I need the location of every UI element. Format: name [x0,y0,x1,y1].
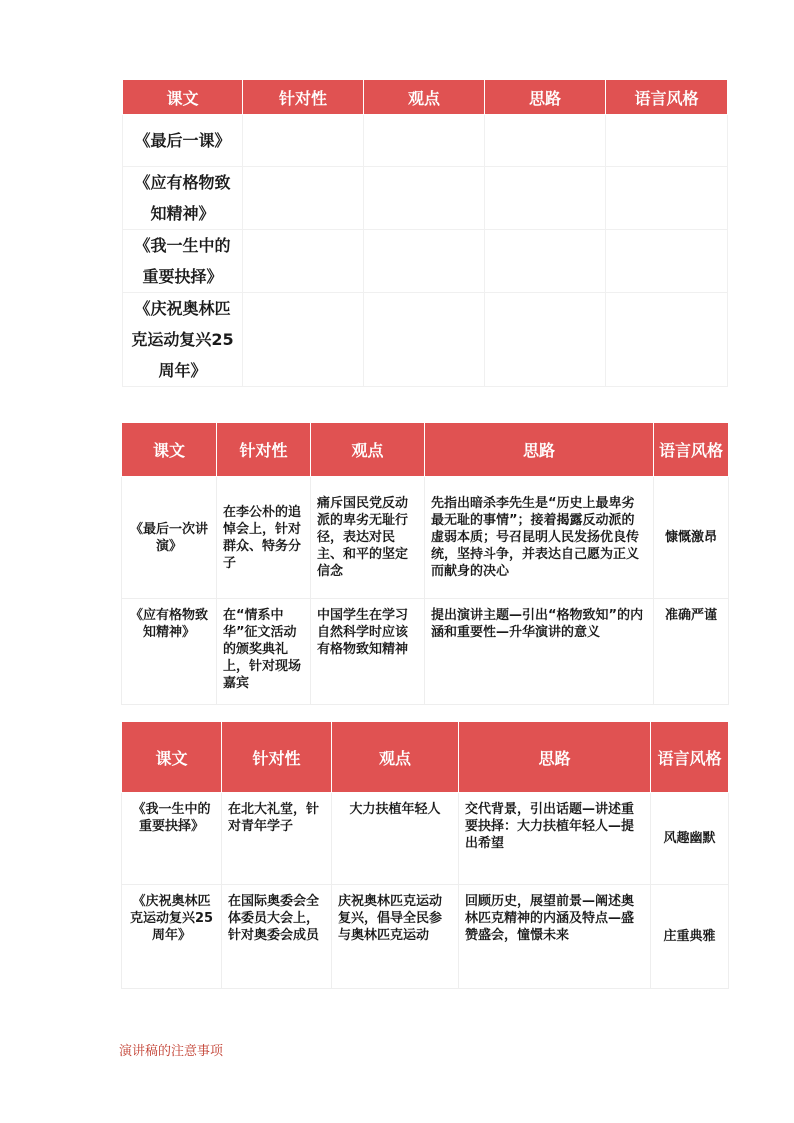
viewpoint-cell: 大力扶植年轻人 [332,793,459,885]
table-header-row [123,80,728,115]
empty-cell[interactable] [485,115,606,167]
empty-cell[interactable] [364,115,485,167]
header-viewpoint: 观点 [311,423,425,477]
viewpoint-cell: 中国学生在学习自然科学时应该有格物致知精神 [311,599,425,705]
answer-table-2 [121,721,729,989]
empty-cell[interactable] [606,230,728,293]
header-style: 语言风格 [654,423,729,477]
lesson-title: 《庆祝奥林匹克运动复兴25周年》 [123,293,243,387]
table-row [122,793,729,885]
structure-cell: 提出演讲主题—引出“格物致知”的内涵和重要性—升华演讲的意义 [425,599,654,705]
lesson-title: 《最后一次讲演》 [122,477,217,599]
relevance-cell: 在国际奥委会全体委员大会上，针对奥委会成员 [222,885,332,989]
table-row [123,230,728,293]
empty-cell[interactable] [243,115,364,167]
header-relevance: 针对性 [217,423,311,477]
empty-cell[interactable] [606,115,728,167]
relevance-cell: 在“情系中华”征文活动的颁奖典礼上，针对现场嘉宾 [217,599,311,705]
viewpoint-cell: 庆祝奥林匹克运动复兴，倡导全民参与奥林匹克运动 [332,885,459,989]
header-structure: 思路 [425,423,654,477]
empty-cell[interactable] [364,230,485,293]
header-viewpoint: 观点 [332,722,459,793]
empty-cell[interactable] [243,230,364,293]
style-cell: 慷慨激昂 [654,477,729,599]
structure-cell: 交代背景，引出话题—讲述重要抉择：大力扶植年轻人—提出希望 [459,793,651,885]
header-text: 课文 [122,423,217,477]
empty-cell[interactable] [485,167,606,230]
empty-cell[interactable] [243,293,364,387]
header-style: 语言风格 [651,722,729,793]
header-relevance: 针对性 [243,80,364,115]
table-row [122,885,729,989]
style-cell: 庄重典雅 [651,885,729,989]
header-viewpoint: 观点 [364,80,485,115]
header-text: 课文 [123,80,243,115]
empty-cell[interactable] [606,167,728,230]
viewpoint-cell: 痛斥国民党反动派的卑劣无耻行径，表达对民主、和平的坚定信念 [311,477,425,599]
section-note: 演讲稿的注意事项 [119,1044,224,1059]
table-row [123,115,728,167]
table-row [123,167,728,230]
empty-cell[interactable] [364,167,485,230]
structure-cell: 回顾历史，展望前景—阐述奥林匹克精神的内涵及特点—盛赞盛会，憧憬未来 [459,885,651,989]
lesson-title: 《应有格物致知精神》 [122,599,217,705]
structure-cell: 先指出暗杀李先生是“历史上最卑劣最无耻的事情”；接着揭露反动派的虚弱本质；号召昆明人民发扬优良传统，坚持斗争，并表达自己愿为正义而献身的决心 [425,477,654,599]
table-row [122,599,729,705]
header-style: 语言风格 [606,80,728,115]
header-structure: 思路 [485,80,606,115]
relevance-cell: 在北大礼堂，针对青年学子 [222,793,332,885]
empty-cell[interactable] [485,293,606,387]
style-cell: 风趣幽默 [651,793,729,885]
answer-table-1 [121,422,729,705]
lesson-title: 《我一生中的重要抉择》 [122,793,222,885]
lesson-title: 《我一生中的重要抉择》 [123,230,243,293]
blank-comparison-table [122,79,728,387]
header-structure: 思路 [459,722,651,793]
empty-cell[interactable] [606,293,728,387]
header-text: 课文 [122,722,222,793]
header-relevance: 针对性 [222,722,332,793]
table-row [122,477,729,599]
relevance-cell: 在李公朴的追悼会上，针对群众、特务分子 [217,477,311,599]
empty-cell[interactable] [364,293,485,387]
lesson-title: 《应有格物致知精神》 [123,167,243,230]
lesson-title: 《庆祝奥林匹克运动复兴25周年》 [122,885,222,989]
table-row [123,293,728,387]
empty-cell[interactable] [485,230,606,293]
table-header-row [122,722,729,793]
style-cell: 准确严谨 [654,599,729,705]
lesson-title: 《最后一课》 [123,115,243,167]
table-header-row [122,423,729,477]
empty-cell[interactable] [243,167,364,230]
